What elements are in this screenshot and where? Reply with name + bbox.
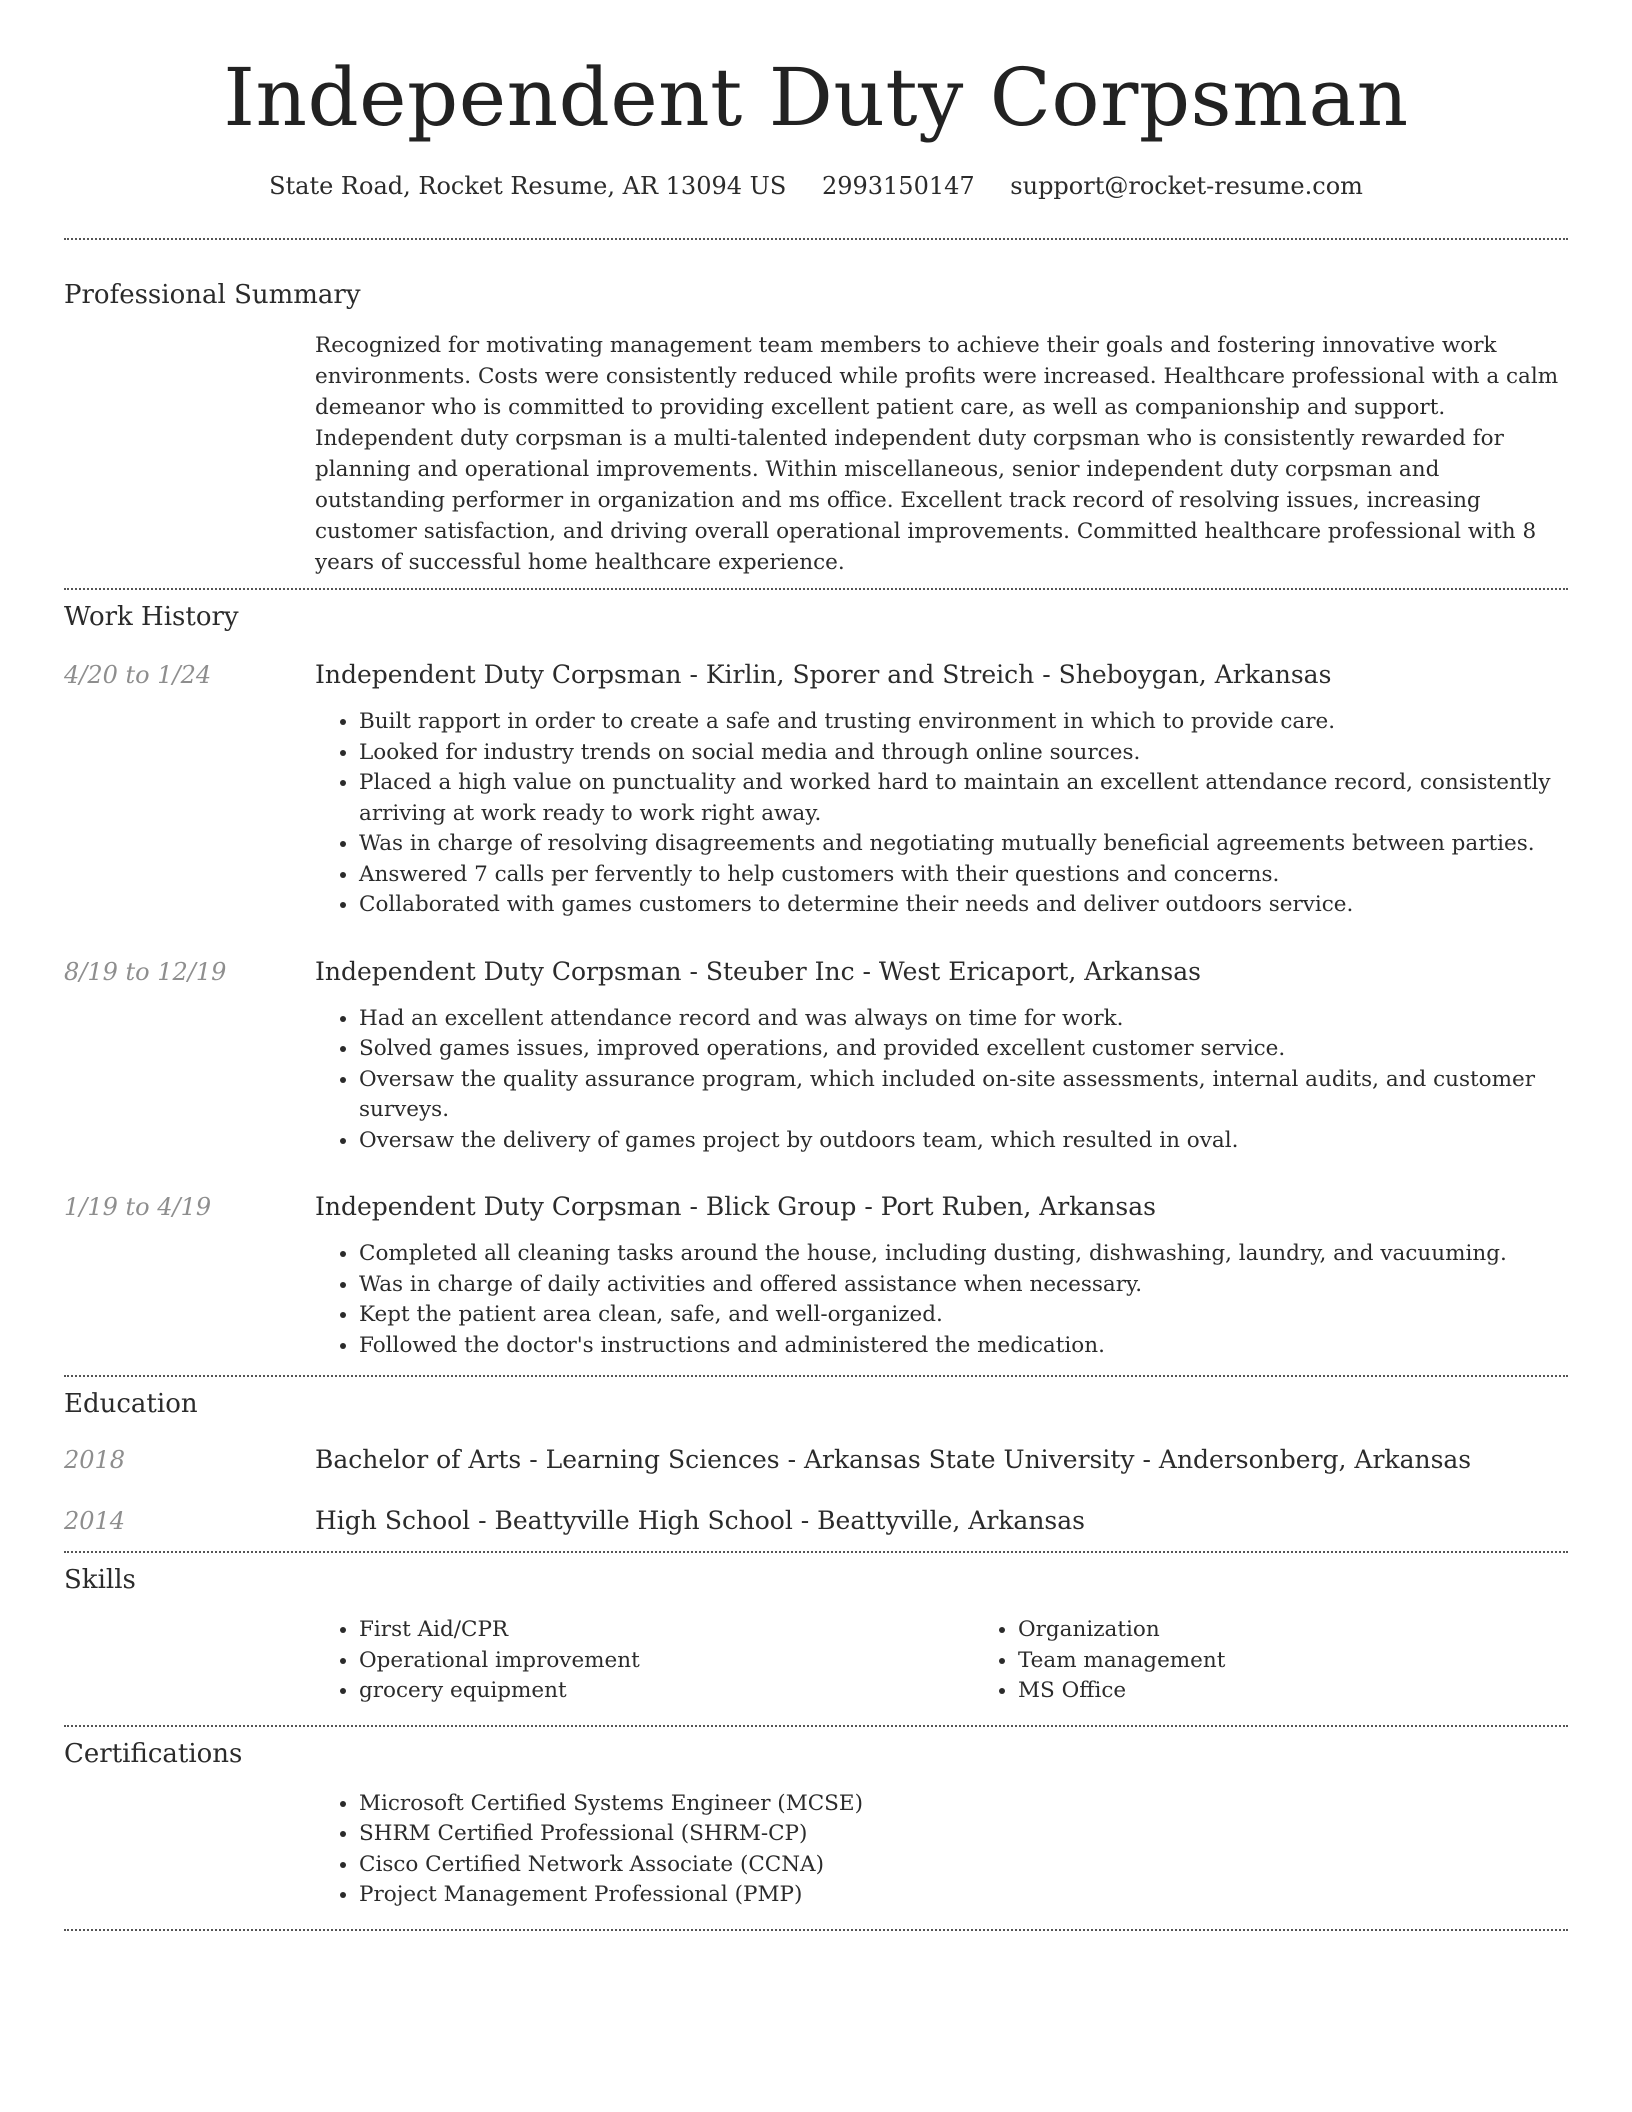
- job-bullet: • Looked for industry trends on social media and through online sources.: [359, 738, 1568, 769]
- skills-heading: Skills: [64, 1565, 136, 1595]
- certifications-list: [315, 1789, 1568, 1911]
- job-entry: [64, 957, 1568, 1157]
- education-heading-text: High School - Beattyville High School - Beattyville, Arkansas: [315, 1506, 1085, 1535]
- certification-item: • Cisco Certified Network Associate (CCNA): [359, 1850, 1568, 1881]
- skills-section: [64, 1565, 1568, 1707]
- skill-item: • Team management: [1018, 1646, 1568, 1677]
- section-divider: [64, 1551, 1568, 1553]
- skill-item: • Organization: [1018, 1615, 1568, 1646]
- job-bullet: • Completed all cleaning tasks around the house, including dusting, dishwashing, laundry, and vacuuming.: [359, 1239, 1568, 1270]
- job-bullet-list: [315, 707, 1568, 921]
- job-entry: [64, 1192, 1568, 1361]
- summary-text: Recognized for motivating management team members to achieve their goals and fostering innovative work environments. Costs were consistently reduced while profits were increased. Healthcare professional with a calm demeanor who is committed to providing excellent patient care, as well as companionship and support. Independent duty corpsman is a multi-talented independent duty corpsman who is consistently rewarded for planning and operational improvements. Within miscellaneous, senior independent duty corpsman and outstanding performer in organization and ms office. Excellent track record of resolving issues, increasing customer satisfaction, and driving overall operational improvements. Committed healthcare professional with 8 years of successful home healthcare experience.: [315, 333, 1559, 575]
- job-bullet-list: [315, 1239, 1568, 1361]
- job-bullet: • Built rapport in order to create a safe and trusting environment in which to provide care.: [359, 707, 1568, 738]
- skills-column: [974, 1615, 1568, 1707]
- contact-address: State Road, Rocket Resume, AR 13094 US: [269, 172, 787, 200]
- skill-item: • Operational improvement: [359, 1646, 974, 1677]
- job-bullet: • Followed the doctor's instructions and administered the medication.: [359, 1331, 1568, 1362]
- education-year: 2014: [64, 1507, 126, 1535]
- candidate-name: Independent Duty Corpsman: [223, 51, 1409, 144]
- job-bullet: • Solved games issues, improved operations, and provided excellent customer service.: [359, 1034, 1568, 1065]
- job-dates: 8/19 to 12/19: [64, 957, 227, 986]
- job-bullet: • Kept the patient area clean, safe, and well-organized.: [359, 1300, 1568, 1331]
- section-divider: [64, 1375, 1568, 1377]
- education-entry: [64, 1445, 1568, 1474]
- job-dates: 1/19 to 4/19: [64, 1193, 212, 1221]
- section-divider: [64, 1929, 1568, 1931]
- certifications-heading: Certifications: [64, 1738, 243, 1769]
- skills-grid: [315, 1615, 1568, 1707]
- job-bullet: • Was in charge of resolving disagreements and negotiating mutually beneficial agreements between parties.: [359, 829, 1568, 860]
- section-divider: [64, 238, 1568, 240]
- job-bullet: • Was in charge of daily activities and offered assistance when necessary.: [359, 1270, 1568, 1301]
- education-section: [64, 1389, 1568, 1535]
- skill-item: • grocery equipment: [359, 1676, 974, 1707]
- job-bullet: • Answered 7 calls per fervently to help customers with their questions and concerns.: [359, 860, 1568, 891]
- section-divider: [64, 588, 1568, 590]
- summary-heading: Professional Summary: [64, 280, 361, 310]
- summary-section: [64, 280, 1568, 578]
- education-heading-text: Bachelor of Arts - Learning Sciences - Arkansas State University - Andersonberg, Arkansas: [315, 1445, 1472, 1474]
- skill-item: • MS Office: [1018, 1676, 1568, 1707]
- job-entry: [64, 660, 1568, 921]
- job-bullet: • Had an excellent attendance record and was always on time for work.: [359, 1004, 1568, 1035]
- education-heading: Education: [64, 1389, 198, 1419]
- job-bullet: • Collaborated with games customers to determine their needs and deliver outdoors service.: [359, 890, 1568, 921]
- skill-item: • First Aid/CPR: [359, 1615, 974, 1646]
- job-bullet-list: [315, 1004, 1568, 1157]
- certifications-section: [64, 1739, 1568, 1911]
- job-heading: Independent Duty Corpsman - Steuber Inc - West Ericaport, Arkansas: [315, 956, 1201, 986]
- education-entry: [64, 1506, 1568, 1535]
- contact-phone: 2993150147: [821, 172, 975, 200]
- job-bullet: • Placed a high value on punctuality and worked hard to maintain an excellent attendance record, consistently arriving at work ready to work right away.: [359, 768, 1568, 829]
- job-heading: Independent Duty Corpsman - Kirlin, Sporer and Streich - Sheboygan, Arkansas: [315, 660, 1332, 689]
- education-year: 2018: [64, 1446, 126, 1474]
- certification-item: • SHRM Certified Professional (SHRM-CP): [359, 1819, 1568, 1850]
- skills-column: [315, 1615, 974, 1707]
- section-divider: [64, 1725, 1568, 1727]
- work-history-section: [64, 602, 1568, 1361]
- job-bullet: • Oversaw the delivery of games project by outdoors team, which resulted in oval.: [359, 1126, 1568, 1157]
- work-history-heading: Work History: [64, 602, 239, 632]
- contact-email: support@rocket-resume.com: [1010, 172, 1363, 200]
- job-bullet: • Oversaw the quality assurance program, which included on-site assessments, internal audits, and customer surveys.: [359, 1065, 1568, 1126]
- certification-item: • Microsoft Certified Systems Engineer (MCSE): [359, 1789, 1568, 1820]
- certification-item: • Project Management Professional (PMP): [359, 1880, 1568, 1911]
- job-heading: Independent Duty Corpsman - Blick Group - Port Ruben, Arkansas: [315, 1192, 1156, 1221]
- contact-line: [64, 172, 1568, 200]
- job-dates: 4/20 to 1/24: [64, 661, 212, 689]
